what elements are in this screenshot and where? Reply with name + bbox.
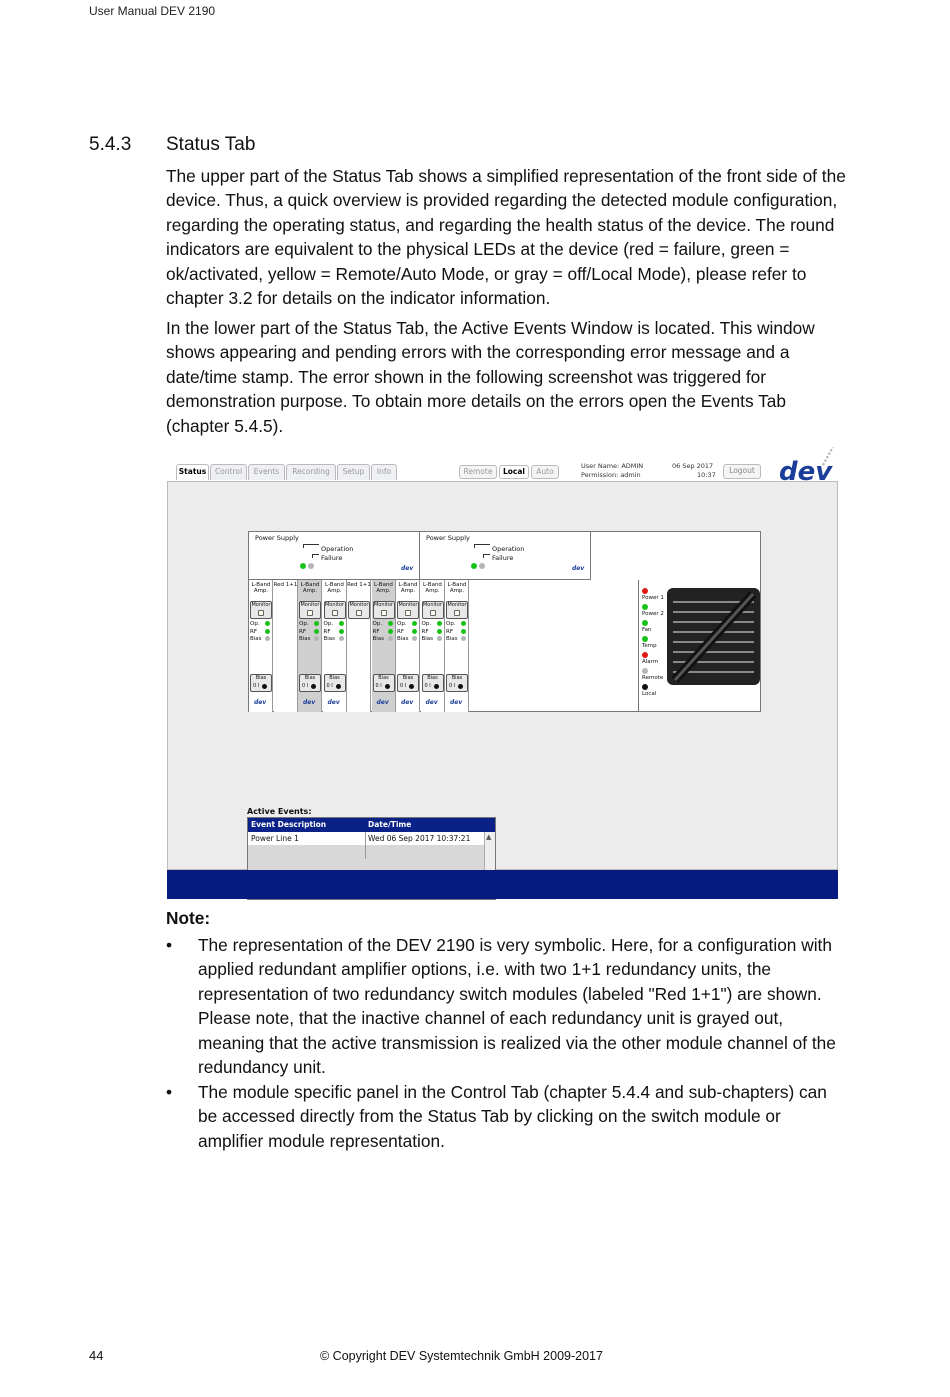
power-supply-label: Power Supply	[255, 534, 299, 542]
module-label: L-Band Amp.	[398, 582, 418, 594]
tab-status[interactable]: Status	[176, 464, 209, 480]
note-bullet-text: The representation of the DEV 2190 is very symbolic. Here, for a configuration with applied redundant amplifier options, i.e. with two 1+1 redundancy units, the representation of two redundancy switch modules (labeled "Red 1+1") are shown. Please note, that the inactive channel of each redundancy unit is grayed out, meaning that the active transmission is realized via the other module channel of the redundancy unit.	[198, 935, 836, 1078]
module-label: Red 1+1	[347, 582, 371, 588]
auto-button[interactable]: Auto	[531, 465, 559, 479]
alarm-label: Alarm	[642, 659, 659, 665]
bias-led	[461, 636, 466, 641]
note-bullet-1	[166, 933, 846, 1079]
status-indicator-panel	[638, 580, 761, 712]
module-logo-icon: dev	[376, 699, 389, 706]
power-supply-2[interactable]	[420, 532, 591, 580]
amplifier-module[interactable]	[249, 580, 273, 712]
failure-label: Failure	[492, 554, 514, 562]
operation-label: Operation	[321, 545, 354, 553]
rf-led	[437, 629, 442, 634]
bias-switch[interactable]: Bias 0 I	[373, 674, 395, 692]
bias-switch[interactable]: Bias 0 I	[324, 674, 346, 692]
note-bullet-text: The module specific panel in the Control Tab (chapter 5.4.4 and sub-chapters) can be accessed directly from the Status Tab by clicking on the switch module or amplifier module representation.	[198, 1082, 827, 1151]
copyright: © Copyright DEV Systemtechnik GmbH 2009-2017	[320, 1349, 603, 1363]
redundancy-switch-module[interactable]	[347, 580, 371, 712]
op-led	[412, 621, 417, 626]
amplifier-module[interactable]	[323, 580, 347, 712]
failure-label: Failure	[321, 554, 343, 562]
section-title: Status Tab	[166, 134, 256, 155]
fan-grille-icon	[667, 588, 760, 685]
monitor-button[interactable]: Monitor	[446, 601, 468, 619]
module-status-leds: Op. RF Bias	[299, 621, 321, 644]
bias-led	[388, 636, 393, 641]
status-main-area	[167, 481, 838, 870]
module-label: L-Band Amp.	[423, 582, 442, 594]
module-status-leds: Op. RF Bias	[422, 621, 444, 644]
table-row[interactable]	[248, 832, 484, 845]
page-number: 44	[89, 1348, 104, 1363]
bias-switch[interactable]: Bias 0 I	[299, 674, 321, 692]
power1-led	[642, 588, 648, 594]
ps1-operation-led	[300, 563, 306, 569]
bias-switch[interactable]: Bias 0 I	[250, 674, 272, 692]
note-bullet-2	[166, 1080, 846, 1153]
col-event-description[interactable]: Event Description	[251, 820, 327, 829]
op-led	[437, 621, 442, 626]
module-logo-icon: dev	[303, 699, 316, 706]
col-date-time[interactable]: Date/Time	[368, 820, 412, 829]
module-status-leds: Op. RF Bias	[397, 621, 419, 644]
alarm-led	[642, 652, 648, 658]
events-table-header	[248, 818, 495, 832]
local-label: Local	[642, 691, 657, 697]
tab-events[interactable]: Events	[248, 464, 285, 480]
rf-led	[265, 629, 270, 634]
device-front-panel	[248, 531, 761, 712]
module-status-leds: Op. RF Bias	[446, 621, 468, 644]
power-supply-label: Power Supply	[426, 534, 470, 542]
op-led	[339, 621, 344, 626]
op-led	[265, 621, 270, 626]
amplifier-module[interactable]	[445, 580, 469, 712]
permission: Permission: admin	[581, 471, 641, 479]
fan-led	[642, 620, 648, 626]
event-description-cell: Power Line 1	[251, 834, 299, 843]
module-logo-icon: dev	[401, 699, 414, 706]
remote-label: Remote	[642, 675, 664, 681]
redundancy-switch-module[interactable]	[274, 580, 298, 712]
remote-led	[642, 668, 648, 674]
module-logo-icon: dev	[425, 699, 438, 706]
op-led	[461, 621, 466, 626]
ps1-failure-led	[308, 563, 314, 569]
event-time-cell: Wed 06 Sep 2017 10:37:21	[368, 834, 471, 843]
status-footer-bar	[167, 870, 838, 899]
bullet-icon: •	[166, 1082, 173, 1102]
op-led	[314, 621, 319, 626]
monitor-button[interactable]: Monitor	[299, 601, 321, 619]
section-heading	[89, 134, 255, 156]
module-label: L-Band Amp.	[374, 582, 393, 594]
amplifier-module[interactable]	[372, 580, 396, 712]
bias-led	[314, 636, 319, 641]
module-label: L-Band Amp.	[300, 582, 320, 594]
monitor-button[interactable]: Monitor	[397, 601, 419, 619]
power-supply-1[interactable]	[249, 532, 420, 580]
active-events-title: Active Events:	[247, 807, 312, 816]
op-led	[388, 621, 393, 626]
module-logo-icon: dev	[450, 699, 463, 706]
note-heading: Note:	[166, 908, 211, 928]
ps2-logo-icon: dev	[572, 565, 585, 572]
status-tab-screenshot	[167, 441, 838, 899]
ps2-operation-led	[471, 563, 477, 569]
operation-label: Operation	[492, 545, 525, 553]
module-logo-icon: dev	[254, 699, 267, 706]
tab-info[interactable]: Info	[371, 464, 397, 480]
bias-led	[339, 636, 344, 641]
bias-led	[412, 636, 417, 641]
monitor-button[interactable]: Monitor	[422, 601, 444, 619]
paragraph-1: The upper part of the Status Tab shows a simplified representation of the front side of the device. Thus, a quick overview is provided regarding the detected module configuration, regarding the operating status, and regarding the health status of the device. The round indicators are equivalent to the physical LEDs at the device (red = failure, green = ok/activated, yellow = Remote/Auto Mode, or gray = off/Local Mode), please refer to chapter 3.2 for details on the indicator information.	[166, 166, 846, 309]
amplifier-module[interactable]	[396, 580, 420, 712]
monitor-button[interactable]: Monitor	[250, 601, 272, 619]
module-label: L-Band Amp.	[447, 582, 467, 594]
fan-label: Fan	[642, 627, 652, 633]
temp-label: Temp	[642, 643, 657, 649]
module-label: Red 1+1	[273, 582, 298, 588]
module-logo-icon: dev	[327, 699, 340, 706]
rf-led	[339, 629, 344, 634]
monitor-button[interactable]: Monitor	[373, 601, 395, 619]
time: 10:37	[697, 471, 716, 479]
svg-text:dev: dev	[779, 457, 833, 481]
bias-led	[437, 636, 442, 641]
rf-led	[314, 629, 319, 634]
ps2-failure-led	[479, 563, 485, 569]
bullet-icon: •	[166, 935, 173, 955]
bias-led	[265, 636, 270, 641]
module-status-leds: Op. RF Bias	[373, 621, 395, 644]
monitor-button[interactable]: Monitor	[348, 601, 370, 619]
module-label: L-Band Amp.	[251, 582, 271, 594]
remote-button[interactable]: Remote	[459, 465, 497, 479]
running-header: User Manual DEV 2190	[89, 4, 216, 18]
amplifier-module[interactable]	[298, 580, 322, 712]
date: 06 Sep 2017	[672, 462, 714, 470]
temp-led	[642, 636, 648, 642]
rf-led	[388, 629, 393, 634]
rf-led	[461, 629, 466, 634]
user-name: User Name: ADMIN	[581, 462, 644, 470]
power1-label: Power 1	[642, 595, 664, 601]
dev-logo-icon	[779, 447, 839, 481]
power2-label: Power 2	[642, 611, 664, 617]
bias-switch[interactable]: Bias 0 I	[397, 674, 419, 692]
logout-button[interactable]: Logout	[723, 464, 761, 479]
power2-led	[642, 604, 648, 610]
section-number: 5.4.3	[89, 134, 132, 155]
bias-switch[interactable]: Bias 0 I	[422, 674, 444, 692]
bias-switch[interactable]: Bias 0 I	[446, 674, 468, 692]
scroll-up-icon[interactable]: ▲	[486, 833, 492, 841]
module-label: L-Band Amp.	[325, 582, 344, 594]
paragraph-2: In the lower part of the Status Tab, the Active Events Window is located. This window shows appearing and pending errors with the corresponding error message and a date/time stamp. The error shown in the following screenshot was triggered for demonstration purpose. To obtain more details on the errors open the Events Tab (chapter 5.4.5).	[166, 318, 815, 436]
monitor-button[interactable]: Monitor	[324, 601, 346, 619]
rf-led	[412, 629, 417, 634]
module-status-leds: Op. RF Bias	[250, 621, 272, 644]
local-led	[642, 684, 648, 690]
local-button[interactable]: Local	[499, 465, 529, 479]
tab-setup[interactable]: Setup	[337, 464, 370, 480]
amplifier-module[interactable]	[421, 580, 445, 712]
top-bar	[167, 441, 838, 481]
ps1-logo-icon: dev	[401, 565, 414, 572]
tab-control[interactable]: Control	[210, 464, 247, 480]
module-status-leds: Op. RF Bias	[324, 621, 346, 644]
tab-recording[interactable]: Recording	[286, 464, 336, 480]
